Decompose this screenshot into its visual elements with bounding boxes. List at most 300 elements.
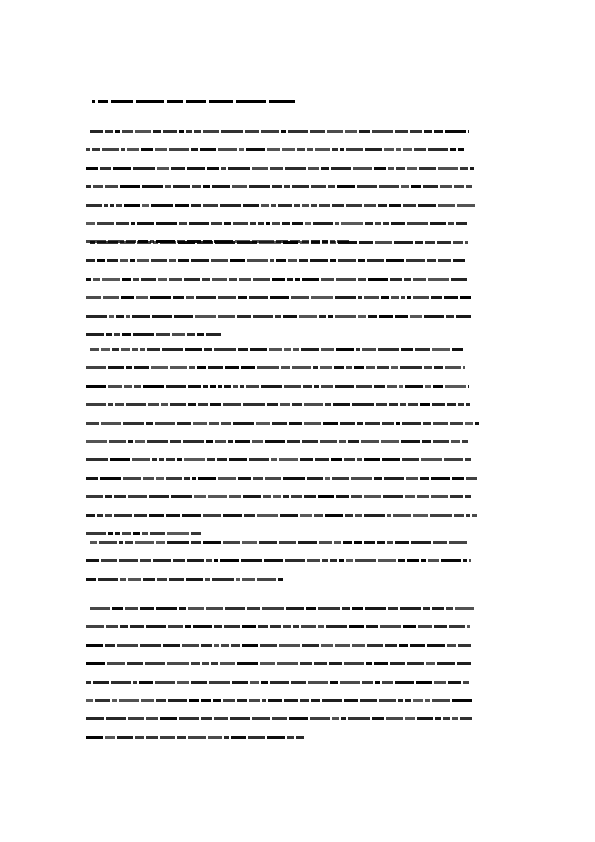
word-mark [408, 403, 418, 406]
word-mark [384, 477, 404, 480]
word-mark [448, 222, 454, 225]
text-line [86, 514, 506, 518]
word-mark [208, 495, 227, 498]
word-mark [287, 736, 294, 739]
word-mark [267, 148, 280, 151]
word-mark [366, 662, 372, 665]
word-mark [448, 681, 461, 684]
word-mark [319, 541, 332, 544]
word-mark [125, 607, 138, 610]
word-mark [447, 644, 456, 647]
word-mark [264, 559, 283, 562]
word-mark [90, 348, 99, 351]
word-mark [149, 514, 164, 517]
word-mark [142, 185, 163, 188]
word-mark [225, 366, 239, 369]
word-mark [108, 532, 113, 535]
word-mark [103, 296, 119, 299]
word-mark [86, 204, 102, 207]
word-mark [220, 662, 235, 665]
word-mark [86, 148, 90, 151]
word-mark [193, 422, 207, 425]
word-mark [270, 625, 281, 628]
word-mark [460, 167, 468, 170]
word-mark [279, 541, 296, 544]
word-mark [424, 315, 444, 318]
word-mark [355, 514, 362, 517]
word-mark [460, 717, 472, 720]
word-mark [341, 222, 363, 225]
word-mark [167, 100, 183, 103]
word-mark [116, 204, 122, 207]
word-mark [214, 348, 236, 351]
word-mark [297, 148, 305, 151]
word-mark [210, 403, 221, 406]
word-mark [195, 315, 216, 318]
word-mark [177, 422, 191, 425]
word-mark [137, 241, 151, 244]
word-mark [458, 644, 471, 647]
word-mark [407, 167, 417, 170]
word-mark [422, 440, 431, 443]
word-mark [177, 458, 182, 461]
word-mark [432, 403, 445, 406]
word-mark [405, 699, 411, 702]
word-mark [272, 222, 280, 225]
word-mark [346, 559, 353, 562]
word-mark [237, 315, 251, 318]
word-mark [272, 717, 287, 720]
word-mark [292, 222, 303, 225]
word-mark [367, 259, 384, 262]
word-mark [260, 644, 277, 647]
word-mark [425, 699, 430, 702]
word-mark [97, 241, 118, 244]
word-mark [119, 559, 138, 562]
word-mark [247, 607, 260, 610]
word-mark [86, 296, 101, 299]
word-mark [282, 148, 295, 151]
word-mark [249, 458, 269, 461]
word-mark [143, 385, 164, 388]
word-mark [200, 148, 216, 151]
word-mark [450, 422, 463, 425]
word-mark [120, 241, 135, 244]
word-mark [125, 541, 133, 544]
word-mark [376, 403, 387, 406]
word-mark [468, 130, 469, 133]
word-mark [259, 241, 281, 244]
word-mark [285, 167, 306, 170]
word-mark [244, 514, 255, 517]
word-mark [291, 296, 309, 299]
word-mark [115, 532, 120, 535]
word-mark [86, 662, 105, 665]
word-mark [109, 315, 114, 318]
word-mark [402, 422, 421, 425]
word-mark [223, 514, 242, 517]
word-mark [410, 644, 425, 647]
word-mark [263, 495, 271, 498]
word-mark [358, 296, 362, 299]
word-mark [157, 167, 169, 170]
word-mark [124, 385, 132, 388]
word-mark [261, 681, 268, 684]
word-mark [90, 541, 97, 544]
word-mark [169, 148, 189, 151]
word-mark [150, 532, 165, 535]
word-mark [218, 315, 235, 318]
word-mark [395, 130, 408, 133]
word-mark [126, 315, 130, 318]
word-mark [246, 148, 265, 151]
word-mark [179, 222, 187, 225]
word-mark [86, 625, 104, 628]
word-mark [116, 315, 124, 318]
word-mark [308, 681, 328, 684]
word-mark [148, 403, 159, 406]
word-mark [366, 625, 378, 628]
word-mark [163, 644, 180, 647]
word-mark [86, 477, 98, 480]
word-mark [151, 259, 167, 262]
word-mark [261, 130, 279, 133]
word-mark [237, 699, 247, 702]
word-mark [346, 148, 363, 151]
word-mark [362, 348, 376, 351]
word-mark [213, 699, 221, 702]
word-mark [155, 681, 175, 684]
word-mark [396, 167, 405, 170]
word-mark [438, 204, 455, 207]
word-mark [307, 148, 313, 151]
word-mark [277, 662, 298, 665]
word-mark [301, 625, 316, 628]
word-mark [262, 699, 266, 702]
word-mark [86, 514, 95, 517]
word-mark [444, 296, 458, 299]
word-mark [393, 514, 411, 517]
word-mark [269, 348, 282, 351]
word-mark [375, 681, 380, 684]
word-mark [189, 699, 199, 702]
word-mark [420, 477, 429, 480]
word-mark [425, 385, 431, 388]
word-mark [419, 167, 436, 170]
word-mark [330, 681, 338, 684]
word-mark [86, 736, 103, 739]
word-mark [341, 717, 346, 720]
text-line [86, 532, 213, 536]
word-mark [203, 541, 221, 544]
word-mark [413, 699, 423, 702]
word-mark [364, 458, 380, 461]
word-mark [432, 348, 450, 351]
word-mark [407, 662, 424, 665]
word-mark [170, 440, 181, 443]
word-mark [184, 278, 200, 281]
word-mark [86, 532, 106, 535]
word-mark [336, 495, 349, 498]
word-mark [314, 385, 319, 388]
word-mark [270, 167, 283, 170]
text-line [90, 241, 506, 245]
word-mark [166, 477, 182, 480]
word-mark [187, 333, 195, 336]
word-mark [302, 278, 319, 281]
word-mark [379, 699, 396, 702]
word-mark [250, 681, 259, 684]
word-mark [132, 348, 138, 351]
word-mark [334, 541, 341, 544]
word-mark [437, 662, 455, 665]
word-mark [143, 477, 154, 480]
word-mark [127, 148, 139, 151]
word-mark [337, 185, 355, 188]
word-mark [145, 662, 165, 665]
word-mark [140, 559, 151, 562]
word-mark [322, 699, 342, 702]
word-mark [192, 477, 196, 480]
word-mark [242, 578, 255, 581]
word-mark [311, 699, 320, 702]
word-mark [355, 559, 376, 562]
word-mark [267, 736, 285, 739]
word-mark [161, 403, 168, 406]
word-mark [279, 644, 300, 647]
word-mark [101, 559, 117, 562]
word-mark [233, 385, 238, 388]
text-line [86, 495, 506, 499]
word-mark [131, 222, 135, 225]
word-mark [86, 366, 106, 369]
word-mark [253, 477, 263, 480]
word-mark [120, 259, 128, 262]
word-mark [218, 477, 236, 480]
word-mark [140, 607, 154, 610]
word-mark [427, 644, 445, 647]
word-mark [186, 100, 206, 103]
word-mark [413, 278, 426, 281]
word-mark [335, 315, 356, 318]
word-mark [305, 222, 311, 225]
word-mark [345, 130, 357, 133]
word-mark [314, 662, 327, 665]
word-mark [97, 514, 103, 517]
word-mark [433, 385, 443, 388]
word-mark [321, 348, 334, 351]
word-mark [241, 559, 262, 562]
word-mark [466, 514, 470, 517]
word-mark [112, 699, 117, 702]
word-mark [332, 148, 338, 151]
text-line [90, 348, 506, 352]
word-mark [354, 366, 364, 369]
word-mark [86, 578, 96, 581]
word-mark [114, 495, 126, 498]
word-mark [310, 259, 328, 262]
word-mark [344, 662, 364, 665]
word-mark [321, 278, 334, 281]
word-mark [466, 477, 477, 480]
word-mark [379, 315, 393, 318]
word-mark [122, 130, 133, 133]
word-mark [365, 148, 382, 151]
word-mark [404, 278, 411, 281]
word-mark [113, 167, 131, 170]
word-mark [391, 222, 405, 225]
word-mark [172, 333, 185, 336]
text-line [86, 736, 322, 740]
word-mark [191, 148, 198, 151]
word-mark [398, 699, 403, 702]
word-mark [438, 259, 451, 262]
word-mark [359, 241, 373, 244]
word-mark [228, 167, 250, 170]
word-mark [319, 315, 326, 318]
word-mark [155, 422, 175, 425]
word-mark [365, 222, 373, 225]
word-mark [302, 204, 309, 207]
text-line [90, 607, 506, 611]
word-mark [431, 296, 442, 299]
word-mark [386, 717, 403, 720]
word-mark [330, 259, 336, 262]
word-mark [86, 458, 108, 461]
word-mark [431, 495, 448, 498]
word-mark [189, 222, 209, 225]
word-mark [258, 222, 264, 225]
word-mark [364, 495, 381, 498]
word-mark [206, 607, 223, 610]
word-mark [356, 385, 372, 388]
word-mark [395, 315, 408, 318]
word-mark [119, 699, 139, 702]
word-mark [375, 222, 381, 225]
word-mark [428, 148, 448, 151]
word-mark [133, 532, 140, 535]
word-mark [166, 514, 180, 517]
word-mark [357, 422, 363, 425]
word-mark [469, 559, 471, 562]
word-mark [403, 625, 416, 628]
word-mark [446, 315, 454, 318]
word-mark [383, 495, 403, 498]
word-mark [142, 204, 149, 207]
word-mark [128, 717, 144, 720]
word-mark [86, 278, 91, 281]
word-mark [272, 422, 287, 425]
word-mark [291, 681, 306, 684]
word-mark [86, 681, 91, 684]
word-mark [209, 100, 233, 103]
word-mark [137, 222, 154, 225]
word-mark [352, 403, 374, 406]
word-mark [142, 532, 148, 535]
word-mark [372, 717, 384, 720]
word-mark [433, 541, 447, 544]
word-mark [325, 403, 331, 406]
word-mark [261, 204, 269, 207]
word-mark [150, 296, 171, 299]
word-mark [403, 148, 412, 151]
word-mark [208, 736, 222, 739]
word-mark [249, 296, 268, 299]
word-mark [257, 514, 278, 517]
word-mark [302, 644, 319, 647]
word-mark [211, 222, 222, 225]
word-mark [428, 278, 449, 281]
word-mark [214, 644, 219, 647]
word-mark [283, 241, 298, 244]
word-mark [322, 241, 328, 244]
word-mark [184, 458, 205, 461]
word-mark [105, 495, 112, 498]
word-mark [320, 440, 337, 443]
word-mark [228, 440, 233, 443]
word-mark [346, 366, 352, 369]
word-mark [238, 348, 248, 351]
word-mark [449, 625, 465, 628]
word-mark [101, 348, 110, 351]
word-mark [424, 130, 432, 133]
text-line [86, 644, 506, 648]
word-mark [307, 559, 320, 562]
word-mark [318, 495, 334, 498]
word-mark [133, 167, 155, 170]
word-mark [162, 348, 183, 351]
word-mark [288, 130, 308, 133]
word-mark [271, 458, 277, 461]
word-mark [346, 204, 362, 207]
text-line [86, 578, 308, 582]
word-mark [444, 458, 463, 461]
word-mark [405, 385, 423, 388]
word-mark [395, 541, 409, 544]
word-mark [153, 130, 161, 133]
word-mark [203, 185, 210, 188]
word-mark [156, 477, 164, 480]
word-mark [105, 644, 115, 647]
word-mark [328, 185, 335, 188]
word-mark [296, 736, 304, 739]
word-mark [179, 607, 186, 610]
word-mark [359, 130, 370, 133]
word-mark [389, 204, 401, 207]
word-mark [283, 315, 297, 318]
word-mark [209, 422, 219, 425]
word-mark [143, 578, 155, 581]
text-line [86, 222, 506, 226]
word-mark [232, 681, 248, 684]
word-mark [365, 422, 380, 425]
word-mark [364, 296, 379, 299]
word-mark [191, 532, 201, 535]
word-mark [105, 185, 118, 188]
word-mark [294, 204, 300, 207]
word-mark [458, 148, 464, 151]
word-mark [249, 699, 260, 702]
word-mark [252, 440, 263, 443]
word-mark [160, 717, 177, 720]
word-mark [284, 185, 290, 188]
word-mark [335, 644, 350, 647]
word-mark [167, 532, 189, 535]
word-mark [242, 644, 258, 647]
text-line [86, 403, 506, 407]
word-mark [196, 296, 216, 299]
word-mark [270, 681, 289, 684]
